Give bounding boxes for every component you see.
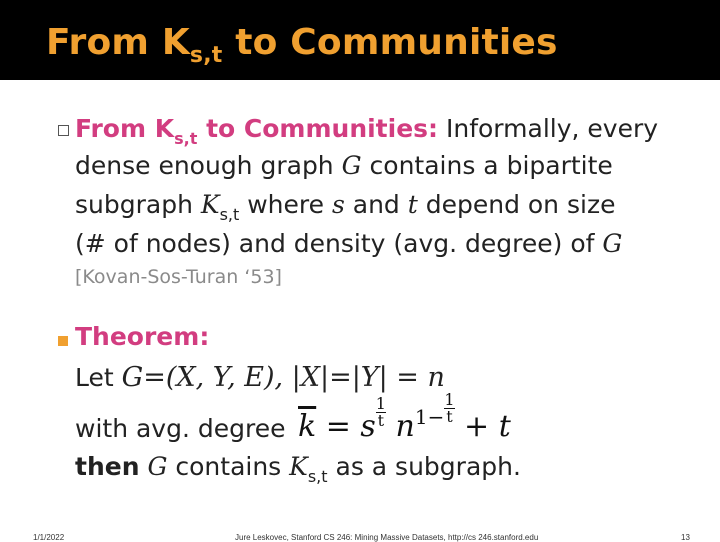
bullet1-line4: (# of nodes) and density (avg. degree) of G [75, 229, 623, 258]
theorem-heading: Theorem: [75, 322, 210, 351]
bullet1-line1: From $K_{s,t}$ to Communities: Informally, every [75, 114, 659, 148]
footer-date: 1/1/2022 [33, 533, 65, 542]
bullet-icon [58, 336, 68, 346]
bullet1-line3: subgraph $K_{s,t}$ where s and t depend on size [75, 190, 616, 224]
theorem-then: then G contains $K_{s,t}$ as a subgraph. [75, 452, 521, 486]
theorem-let: Let G=(X, Y, E), |X|=|Y| = n [75, 362, 445, 393]
bullet1-line2: dense enough graph G contains a bipartite [75, 151, 613, 180]
footer-credit: Jure Leskovec, Stanford CS 246: Mining Massive Datasets, http://cs 246.stanford.edu [235, 533, 539, 542]
theorem-degree-label: with avg. degree [75, 414, 286, 443]
slide-title: From $K_{s,t}$ to Communities [46, 22, 558, 68]
citation: [Kovan-Sos-Turan ‘53] [75, 266, 282, 288]
page-number: 13 [681, 533, 690, 542]
degree-formula: $\overline{k} = s$ $\frac{1}{t}$ $n^{1-}$ $\frac{1}{t}$ + t [298, 390, 511, 444]
bullet-icon [58, 125, 69, 136]
